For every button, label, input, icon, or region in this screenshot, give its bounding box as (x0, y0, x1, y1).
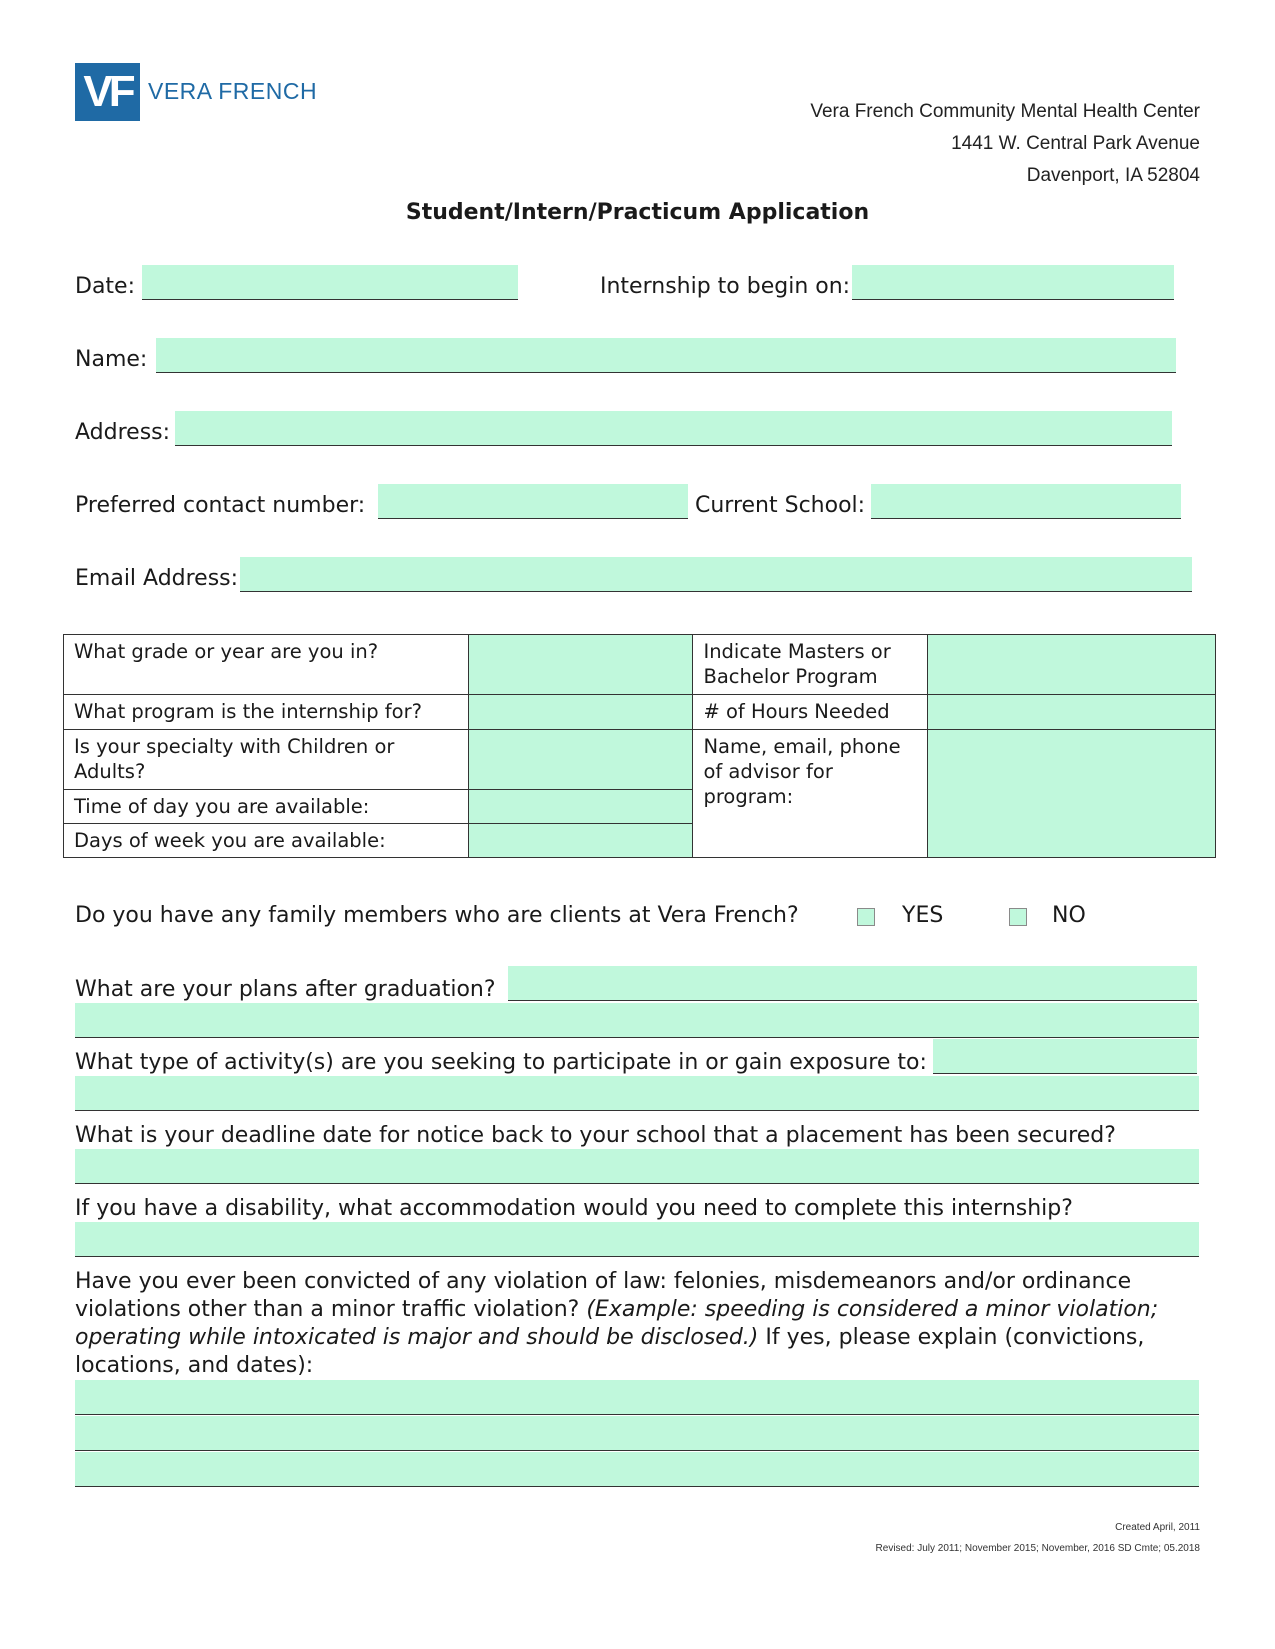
internship-begin-input[interactable] (852, 265, 1174, 300)
conviction-input-line-2[interactable] (75, 1416, 1199, 1451)
grade-input[interactable] (468, 635, 693, 695)
conviction-example: (Example: speeding is considered a minor violation; operating while intoxicated is major and should be disclosed.) (75, 1297, 1159, 1350)
conviction-input-line-3[interactable] (75, 1452, 1199, 1487)
page-title: Student/Intern/Practicum Application (405, 200, 870, 225)
address-input[interactable] (175, 411, 1172, 446)
email-label: Email Address: (75, 566, 239, 591)
contact-number-label: Preferred contact number: (75, 493, 366, 518)
conviction-question (75, 1268, 1195, 1380)
disability-question: If you have a disability, what accommodation would you need to complete this internship? (75, 1196, 1073, 1221)
plans-input[interactable] (508, 966, 1197, 1001)
email-input[interactable] (240, 557, 1192, 592)
date-label: Date: (75, 274, 135, 299)
current-school-label: Current School: (695, 493, 866, 518)
deadline-question: What is your deadline date for notice back to your school that a placement has been secured? (75, 1123, 1116, 1148)
program-label: What program is the internship for? (64, 695, 469, 730)
specialty-input[interactable] (468, 730, 693, 790)
no-label: NO (1052, 903, 1086, 928)
plans-input-line-2[interactable] (75, 1003, 1199, 1038)
deadline-input[interactable] (75, 1149, 1199, 1184)
degree-program-input[interactable] (928, 635, 1216, 695)
grade-label: What grade or year are you in? (64, 635, 469, 695)
address-line-2: 1441 W. Central Park Avenue (951, 133, 1200, 154)
disability-input[interactable] (75, 1222, 1199, 1257)
address-line-1: Vera French Community Mental Health Center (810, 101, 1200, 122)
yes-label: YES (902, 903, 944, 928)
info-table (63, 634, 1216, 858)
days-of-week-label: Days of week you are available: (64, 824, 469, 858)
days-of-week-input[interactable] (468, 824, 693, 858)
name-input[interactable] (156, 338, 1176, 373)
degree-program-label: Indicate Masters or Bachelor Program (693, 635, 928, 695)
plans-question: What are your plans after graduation? (75, 977, 496, 1002)
date-input[interactable] (142, 265, 518, 300)
activity-question: What type of activity(s) are you seeking to participate in or gain exposure to: (75, 1050, 927, 1075)
advisor-input[interactable] (928, 730, 1216, 858)
activity-input-line-2[interactable] (75, 1076, 1199, 1111)
conviction-input-line-1[interactable] (75, 1380, 1199, 1415)
no-checkbox[interactable] (1009, 908, 1027, 926)
time-of-day-input[interactable] (468, 790, 693, 824)
conviction-text-b: If yes, please explain (convictions, locations, and dates): (75, 1325, 1145, 1378)
hours-needed-label: # of Hours Needed (693, 695, 928, 730)
address-line-3: Davenport, IA 52804 (1026, 165, 1200, 186)
activity-input[interactable] (933, 1039, 1197, 1074)
specialty-label: Is your specialty with Children or Adults? (64, 730, 469, 790)
hours-needed-input[interactable] (928, 695, 1216, 730)
yes-checkbox[interactable] (857, 908, 875, 926)
family-question: Do you have any family members who are clients at Vera French? (75, 903, 799, 928)
time-of-day-label: Time of day you are available: (64, 790, 469, 824)
contact-number-input[interactable] (378, 484, 688, 519)
logo-mark: VF (75, 63, 140, 121)
revised-note: Revised: July 2011; November 2015; November, 2016 SD Cmte; 05.2018 (875, 1543, 1200, 1554)
logo-name: VERA FRENCH (148, 78, 318, 104)
created-note: Created April, 2011 (1115, 1522, 1200, 1533)
current-school-input[interactable] (871, 484, 1181, 519)
advisor-label: Name, email, phone of advisor for program: (693, 730, 928, 858)
program-input[interactable] (468, 695, 693, 730)
name-label: Name: (75, 347, 148, 372)
internship-begin-label: Internship to begin on: (600, 274, 851, 299)
address-label: Address: (75, 420, 171, 445)
conviction-text-a: Have you ever been convicted of any violation of law: felonies, misdemeanors and/or ordinance violations other than a minor traffic violation? (75, 1269, 1132, 1322)
